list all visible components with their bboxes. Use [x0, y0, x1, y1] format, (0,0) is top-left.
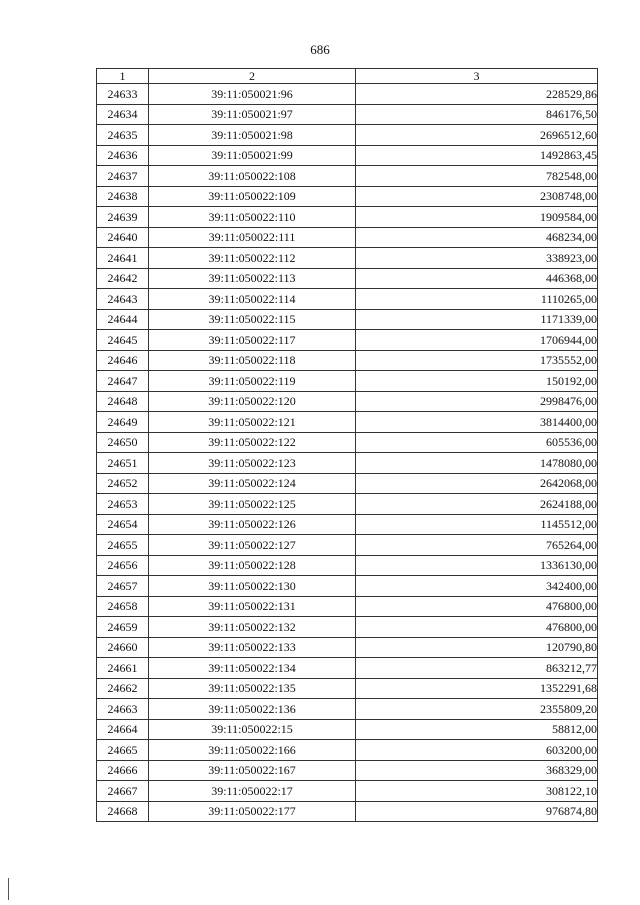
table-row: [97, 227, 598, 248]
cadastral-number-cell: 39:11:050022:126: [149, 514, 356, 535]
table-row: [97, 104, 598, 125]
row-number-cell: 24668: [97, 801, 149, 822]
table-row: [97, 289, 598, 310]
cadastral-number-cell: 39:11:050022:118: [149, 350, 356, 371]
table-header-row: [97, 69, 598, 84]
cadastral-number-cell: 39:11:050022:134: [149, 658, 356, 679]
row-number-cell: 24641: [97, 248, 149, 269]
row-number-cell: 24654: [97, 514, 149, 535]
table-row: [97, 678, 598, 699]
value-cell: 605536,00: [356, 432, 598, 453]
cadastral-number-cell: 39:11:050022:166: [149, 740, 356, 761]
row-number-cell: 24660: [97, 637, 149, 658]
table-row: [97, 432, 598, 453]
row-number-cell: 24665: [97, 740, 149, 761]
table-row: [97, 781, 598, 802]
row-number-cell: 24659: [97, 617, 149, 638]
value-cell: 338923,00: [356, 248, 598, 269]
cadastral-number-cell: 39:11:050021:97: [149, 104, 356, 125]
table-row: [97, 473, 598, 494]
row-number-cell: 24635: [97, 125, 149, 146]
table-row: [97, 330, 598, 351]
row-number-cell: 24644: [97, 309, 149, 330]
row-number-cell: 24667: [97, 781, 149, 802]
cadastral-number-cell: 39:11:050022:120: [149, 391, 356, 412]
table-row: [97, 309, 598, 330]
table-row: [97, 801, 598, 822]
row-number-cell: 24658: [97, 596, 149, 617]
row-number-cell: 24647: [97, 371, 149, 392]
value-cell: 368329,00: [356, 760, 598, 781]
value-cell: 58812,00: [356, 719, 598, 740]
registry-table: [96, 68, 598, 822]
cadastral-number-cell: 39:11:050022:109: [149, 186, 356, 207]
row-number-cell: 24651: [97, 453, 149, 474]
row-number-cell: 24657: [97, 576, 149, 597]
cadastral-number-cell: 39:11:050022:117: [149, 330, 356, 351]
cadastral-number-cell: 39:11:050022:133: [149, 637, 356, 658]
value-cell: 863212,77: [356, 658, 598, 679]
value-cell: 846176,50: [356, 104, 598, 125]
value-cell: 1909584,00: [356, 207, 598, 228]
table-row: [97, 699, 598, 720]
cadastral-number-cell: 39:11:050022:123: [149, 453, 356, 474]
row-number-cell: 24653: [97, 494, 149, 515]
value-cell: 1735552,00: [356, 350, 598, 371]
table-row: [97, 576, 598, 597]
value-cell: 468234,00: [356, 227, 598, 248]
value-cell: 2624188,00: [356, 494, 598, 515]
margin-mark: [8, 878, 9, 900]
table-row: [97, 268, 598, 289]
cadastral-number-cell: 39:11:050022:125: [149, 494, 356, 515]
row-number-cell: 24648: [97, 391, 149, 412]
value-cell: 476800,00: [356, 617, 598, 638]
cadastral-number-cell: 39:11:050022:135: [149, 678, 356, 699]
cadastral-number-cell: 39:11:050022:122: [149, 432, 356, 453]
value-cell: 1352291,68: [356, 678, 598, 699]
cadastral-number-cell: 39:11:050022:15: [149, 719, 356, 740]
column-header-1: 1: [97, 69, 149, 84]
table-row: [97, 658, 598, 679]
value-cell: 2998476,00: [356, 391, 598, 412]
table-row: [97, 350, 598, 371]
table-row: [97, 186, 598, 207]
row-number-cell: 24638: [97, 186, 149, 207]
row-number-cell: 24643: [97, 289, 149, 310]
cadastral-number-cell: 39:11:050022:111: [149, 227, 356, 248]
value-cell: 2642068,00: [356, 473, 598, 494]
cadastral-number-cell: 39:11:050021:98: [149, 125, 356, 146]
cadastral-number-cell: 39:11:050022:177: [149, 801, 356, 822]
table-row: [97, 555, 598, 576]
row-number-cell: 24661: [97, 658, 149, 679]
row-number-cell: 24652: [97, 473, 149, 494]
value-cell: 3814400,00: [356, 412, 598, 433]
row-number-cell: 24646: [97, 350, 149, 371]
column-header-2: 2: [149, 69, 356, 84]
value-cell: 2308748,00: [356, 186, 598, 207]
cadastral-number-cell: 39:11:050022:121: [149, 412, 356, 433]
column-header-3: 3: [356, 69, 598, 84]
table-row: [97, 125, 598, 146]
value-cell: 976874,80: [356, 801, 598, 822]
table-row: [97, 760, 598, 781]
cadastral-number-cell: 39:11:050022:115: [149, 309, 356, 330]
row-number-cell: 24656: [97, 555, 149, 576]
value-cell: 228529,86: [356, 84, 598, 105]
cadastral-number-cell: 39:11:050022:167: [149, 760, 356, 781]
cadastral-number-cell: 39:11:050022:124: [149, 473, 356, 494]
table-row: [97, 371, 598, 392]
value-cell: 446368,00: [356, 268, 598, 289]
row-number-cell: 24664: [97, 719, 149, 740]
cadastral-number-cell: 39:11:050022:17: [149, 781, 356, 802]
value-cell: 1171339,00: [356, 309, 598, 330]
cadastral-number-cell: 39:11:050022:130: [149, 576, 356, 597]
cadastral-number-cell: 39:11:050022:136: [149, 699, 356, 720]
cadastral-number-cell: 39:11:050022:128: [149, 555, 356, 576]
cadastral-number-cell: 39:11:050022:114: [149, 289, 356, 310]
table-row: [97, 145, 598, 166]
page-number: 686: [310, 42, 330, 57]
row-number-cell: 24634: [97, 104, 149, 125]
table-row: [97, 166, 598, 187]
row-number-cell: 24649: [97, 412, 149, 433]
row-number-cell: 24640: [97, 227, 149, 248]
cadastral-number-cell: 39:11:050022:127: [149, 535, 356, 556]
value-cell: 308122,10: [356, 781, 598, 802]
cadastral-number-cell: 39:11:050022:108: [149, 166, 356, 187]
row-number-cell: 24636: [97, 145, 149, 166]
cadastral-number-cell: 39:11:050022:132: [149, 617, 356, 638]
row-number-cell: 24650: [97, 432, 149, 453]
row-number-cell: 24642: [97, 268, 149, 289]
cadastral-number-cell: 39:11:050022:113: [149, 268, 356, 289]
value-cell: 1706944,00: [356, 330, 598, 351]
table-row: [97, 391, 598, 412]
table-row: [97, 84, 598, 105]
table-row: [97, 514, 598, 535]
row-number-cell: 24645: [97, 330, 149, 351]
row-number-cell: 24666: [97, 760, 149, 781]
value-cell: 1110265,00: [356, 289, 598, 310]
table-row: [97, 596, 598, 617]
table-body: [97, 84, 598, 822]
table-row: [97, 494, 598, 515]
table-row: [97, 535, 598, 556]
value-cell: 765264,00: [356, 535, 598, 556]
value-cell: 782548,00: [356, 166, 598, 187]
value-cell: 1336130,00: [356, 555, 598, 576]
row-number-cell: 24639: [97, 207, 149, 228]
value-cell: 476800,00: [356, 596, 598, 617]
value-cell: 1478080,00: [356, 453, 598, 474]
row-number-cell: 24663: [97, 699, 149, 720]
row-number-cell: 24662: [97, 678, 149, 699]
table-row: [97, 740, 598, 761]
value-cell: 2355809,20: [356, 699, 598, 720]
cadastral-number-cell: 39:11:050021:99: [149, 145, 356, 166]
table-row: [97, 412, 598, 433]
table-row: [97, 617, 598, 638]
cadastral-number-cell: 39:11:050022:119: [149, 371, 356, 392]
cadastral-number-cell: 39:11:050022:112: [149, 248, 356, 269]
table-row: [97, 248, 598, 269]
row-number-cell: 24633: [97, 84, 149, 105]
table-row: [97, 207, 598, 228]
value-cell: 342400,00: [356, 576, 598, 597]
value-cell: 2696512,60: [356, 125, 598, 146]
table-row: [97, 719, 598, 740]
table-row: [97, 637, 598, 658]
value-cell: 603200,00: [356, 740, 598, 761]
value-cell: 120790,80: [356, 637, 598, 658]
cadastral-number-cell: 39:11:050021:96: [149, 84, 356, 105]
value-cell: 1492863,45: [356, 145, 598, 166]
table-row: [97, 453, 598, 474]
value-cell: 150192,00: [356, 371, 598, 392]
value-cell: 1145512,00: [356, 514, 598, 535]
cadastral-number-cell: 39:11:050022:110: [149, 207, 356, 228]
row-number-cell: 24637: [97, 166, 149, 187]
row-number-cell: 24655: [97, 535, 149, 556]
cadastral-number-cell: 39:11:050022:131: [149, 596, 356, 617]
